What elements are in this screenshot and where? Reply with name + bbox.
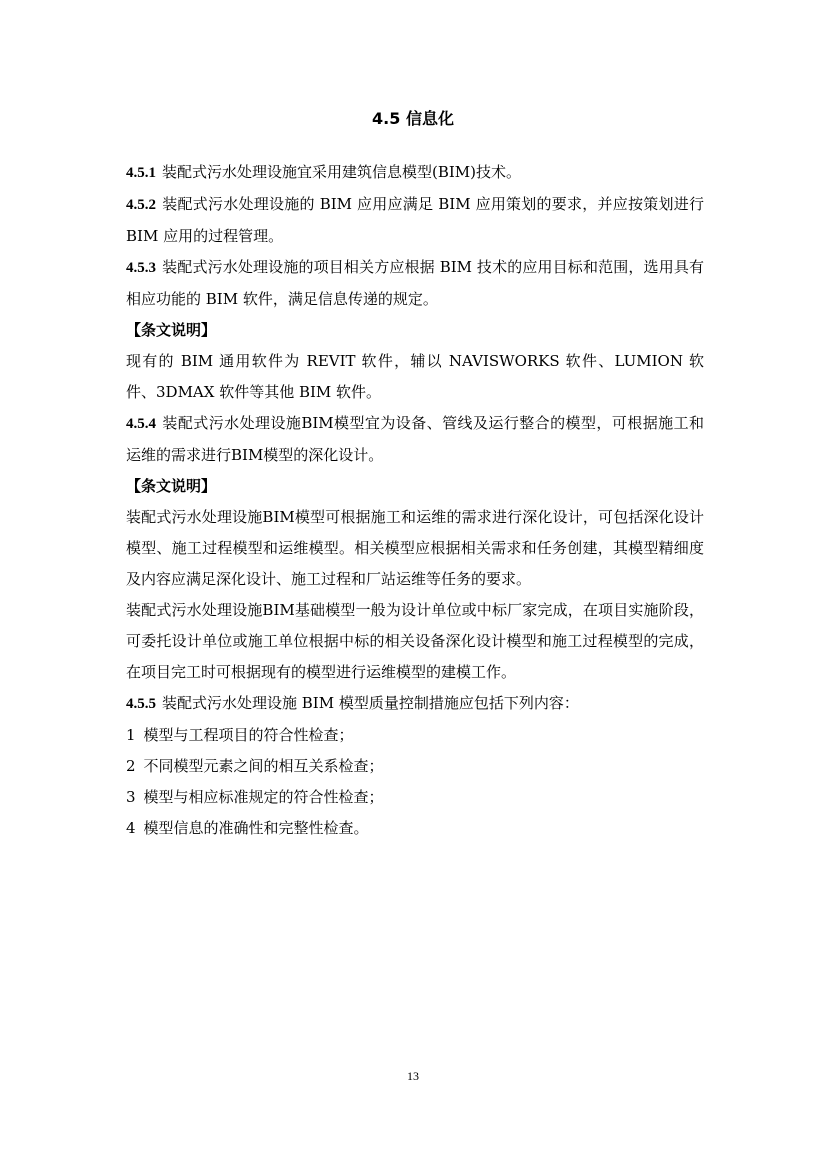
clause-4-5-4 [126, 408, 704, 471]
section-title: 4.5 信息化 [372, 109, 454, 128]
section-body [126, 157, 704, 844]
clause-note-heading: 【条文说明】 [126, 321, 217, 339]
list-item [126, 782, 704, 813]
list-item-text: 模型与工程项目的符合性检查； [143, 726, 354, 744]
clause-4-5-5 [126, 688, 704, 720]
list-item [126, 720, 704, 751]
clause-note-text: 装配式污水处理设施BIM基础模型一般为设计单位或中标厂家完成，在项目实施阶段，可委托设计单位或施工单位根据中标的相关设备深化设计模型和施工过程模型的完成，在项目完工时可根据现有的模型进行运维模型的建模工作。 [126, 601, 704, 681]
list-item-text: 不同模型元素之间的相互关系检查； [143, 757, 384, 775]
list-item-text: 模型信息的准确性和完整性检查。 [143, 819, 369, 837]
list-item-number: 4 [126, 819, 136, 837]
clause-number: 4.5.2 [126, 197, 156, 213]
list-item-number: 2 [126, 757, 136, 775]
list-item-number: 1 [126, 726, 136, 744]
clause-text: 装配式污水处理设施宜采用建筑信息模型(BIM)技术。 [162, 163, 522, 181]
clause-note-heading: 【条文说明】 [126, 477, 217, 495]
clause-number: 4.5.4 [126, 416, 156, 432]
clause-text: 装配式污水处理设施 BIM 模型质量控制措施应包括下列内容： [162, 694, 579, 712]
list-item [126, 751, 704, 782]
clause-text: 装配式污水处理设施BIM模型宜为设备、管线及运行整合的模型，可根据施工和运维的需求进行BIM模型的深化设计。 [126, 414, 704, 464]
page-number: 13 [407, 1069, 419, 1083]
clause-number: 4.5.3 [126, 260, 156, 276]
list-item-number: 3 [126, 788, 136, 806]
clause-4-5-1 [126, 157, 704, 189]
clause-text: 装配式污水处理设施的项目相关方应根据 BIM 技术的应用目标和范围，选用具有相应功能的 BIM 软件，满足信息传递的规定。 [126, 258, 704, 308]
clause-note-text: 现有的 BIM 通用软件为 REVIT 软件，辅以 NAVISWORKS 软件、LUMION 软件、3DMAX 软件等其他 BIM 软件。 [126, 352, 704, 401]
clause-4-5-2 [126, 189, 704, 252]
list-item [126, 813, 704, 844]
list-item-text: 模型与相应标准规定的符合性检查； [143, 788, 384, 806]
clause-number: 4.5.1 [126, 165, 156, 181]
clause-4-5-3 [126, 252, 704, 315]
clause-note-text: 装配式污水处理设施BIM模型可根据施工和运维的需求进行深化设计，可包括深化设计模型、施工过程模型和运维模型。相关模型应根据相关需求和任务创建，其模型精细度及内容应满足深化设计、施工过程和厂站运维等任务的要求。 [126, 508, 704, 588]
clause-number: 4.5.5 [126, 696, 156, 712]
clause-text: 装配式污水处理设施的 BIM 应用应满足 BIM 应用策划的要求，并应按策划进行 BIM 应用的过程管理。 [126, 195, 704, 245]
